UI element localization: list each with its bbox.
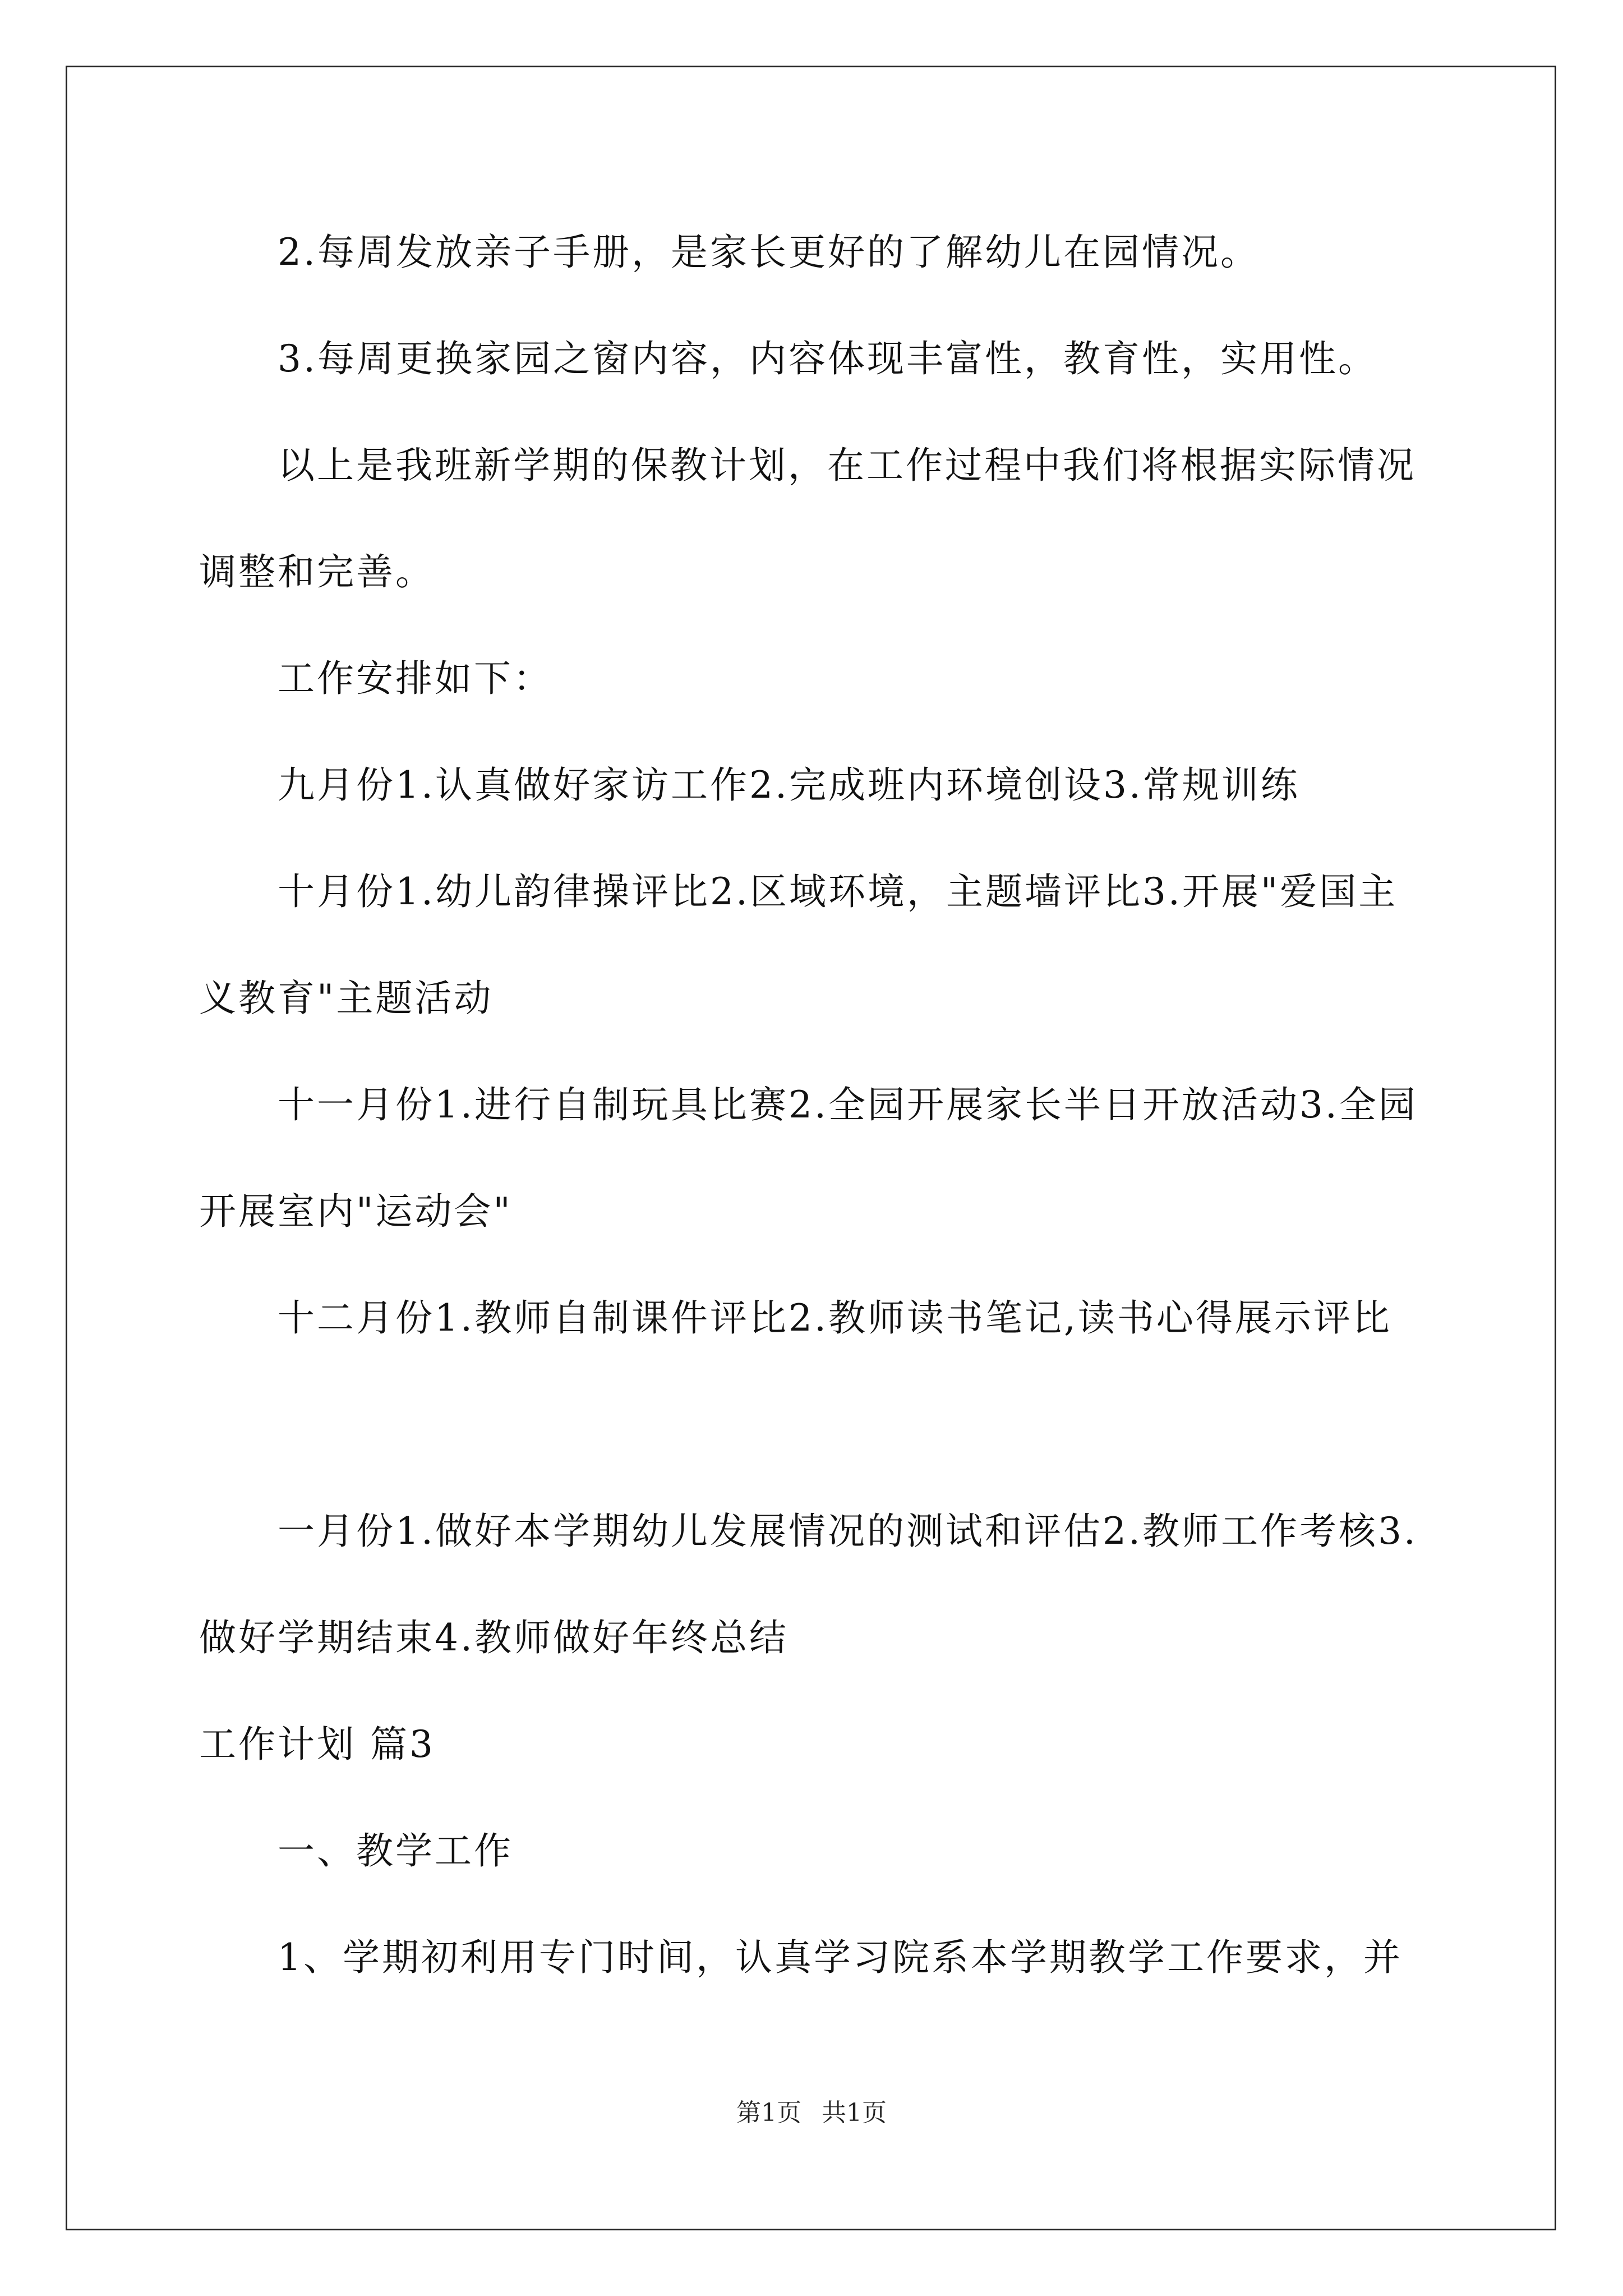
paragraph-9: 一月份1.做好本学期幼儿发展情况的测试和评估2.教师工作考核3.做好学期结束4.教师做好年终总结	[199, 1510, 1418, 1659]
paragraph-1: 2.每周发放亲子手册，是家长更好的了解幼儿在园情况。	[278, 231, 1260, 274]
paragraph-7: 十一月份1.进行自制玩具比赛2.全园开展家长半日开放活动3.全园开展室内"运动会"	[199, 1083, 1418, 1233]
paragraph-6: 十月份1.幼儿韵律操评比2.区域环境，主题墙评比3.开展"爱国主义教育"主题活动	[199, 870, 1398, 1020]
paragraph-3: 以上是我班新学期的保教计划，在工作过程中我们将根据实际情况调整和完善。	[199, 444, 1416, 593]
page-footer	[0, 2092, 1623, 2128]
page-number: 第1页	[736, 2099, 801, 2127]
paragraph-10: 一、教学工作	[278, 1829, 513, 1872]
paragraph-11: 1、学期初利用专门时间，认真学习院系本学期教学工作要求，并	[278, 1936, 1403, 1979]
paragraph-5: 九月份1.认真做好家访工作2.完成班内环境创设3.常规训练	[278, 763, 1300, 807]
paragraph-4: 工作安排如下：	[278, 657, 552, 700]
section-heading: 工作计划 篇3	[199, 1723, 435, 1766]
page-total: 共1页	[822, 2099, 887, 2127]
paragraph-2: 3.每周更换家园之窗内容，内容体现丰富性，教育性，实用性。	[278, 337, 1377, 380]
paragraph-8: 十二月份1.教师自制课件评比2.教师读书笔记,读书心得展示评比	[278, 1296, 1392, 1340]
